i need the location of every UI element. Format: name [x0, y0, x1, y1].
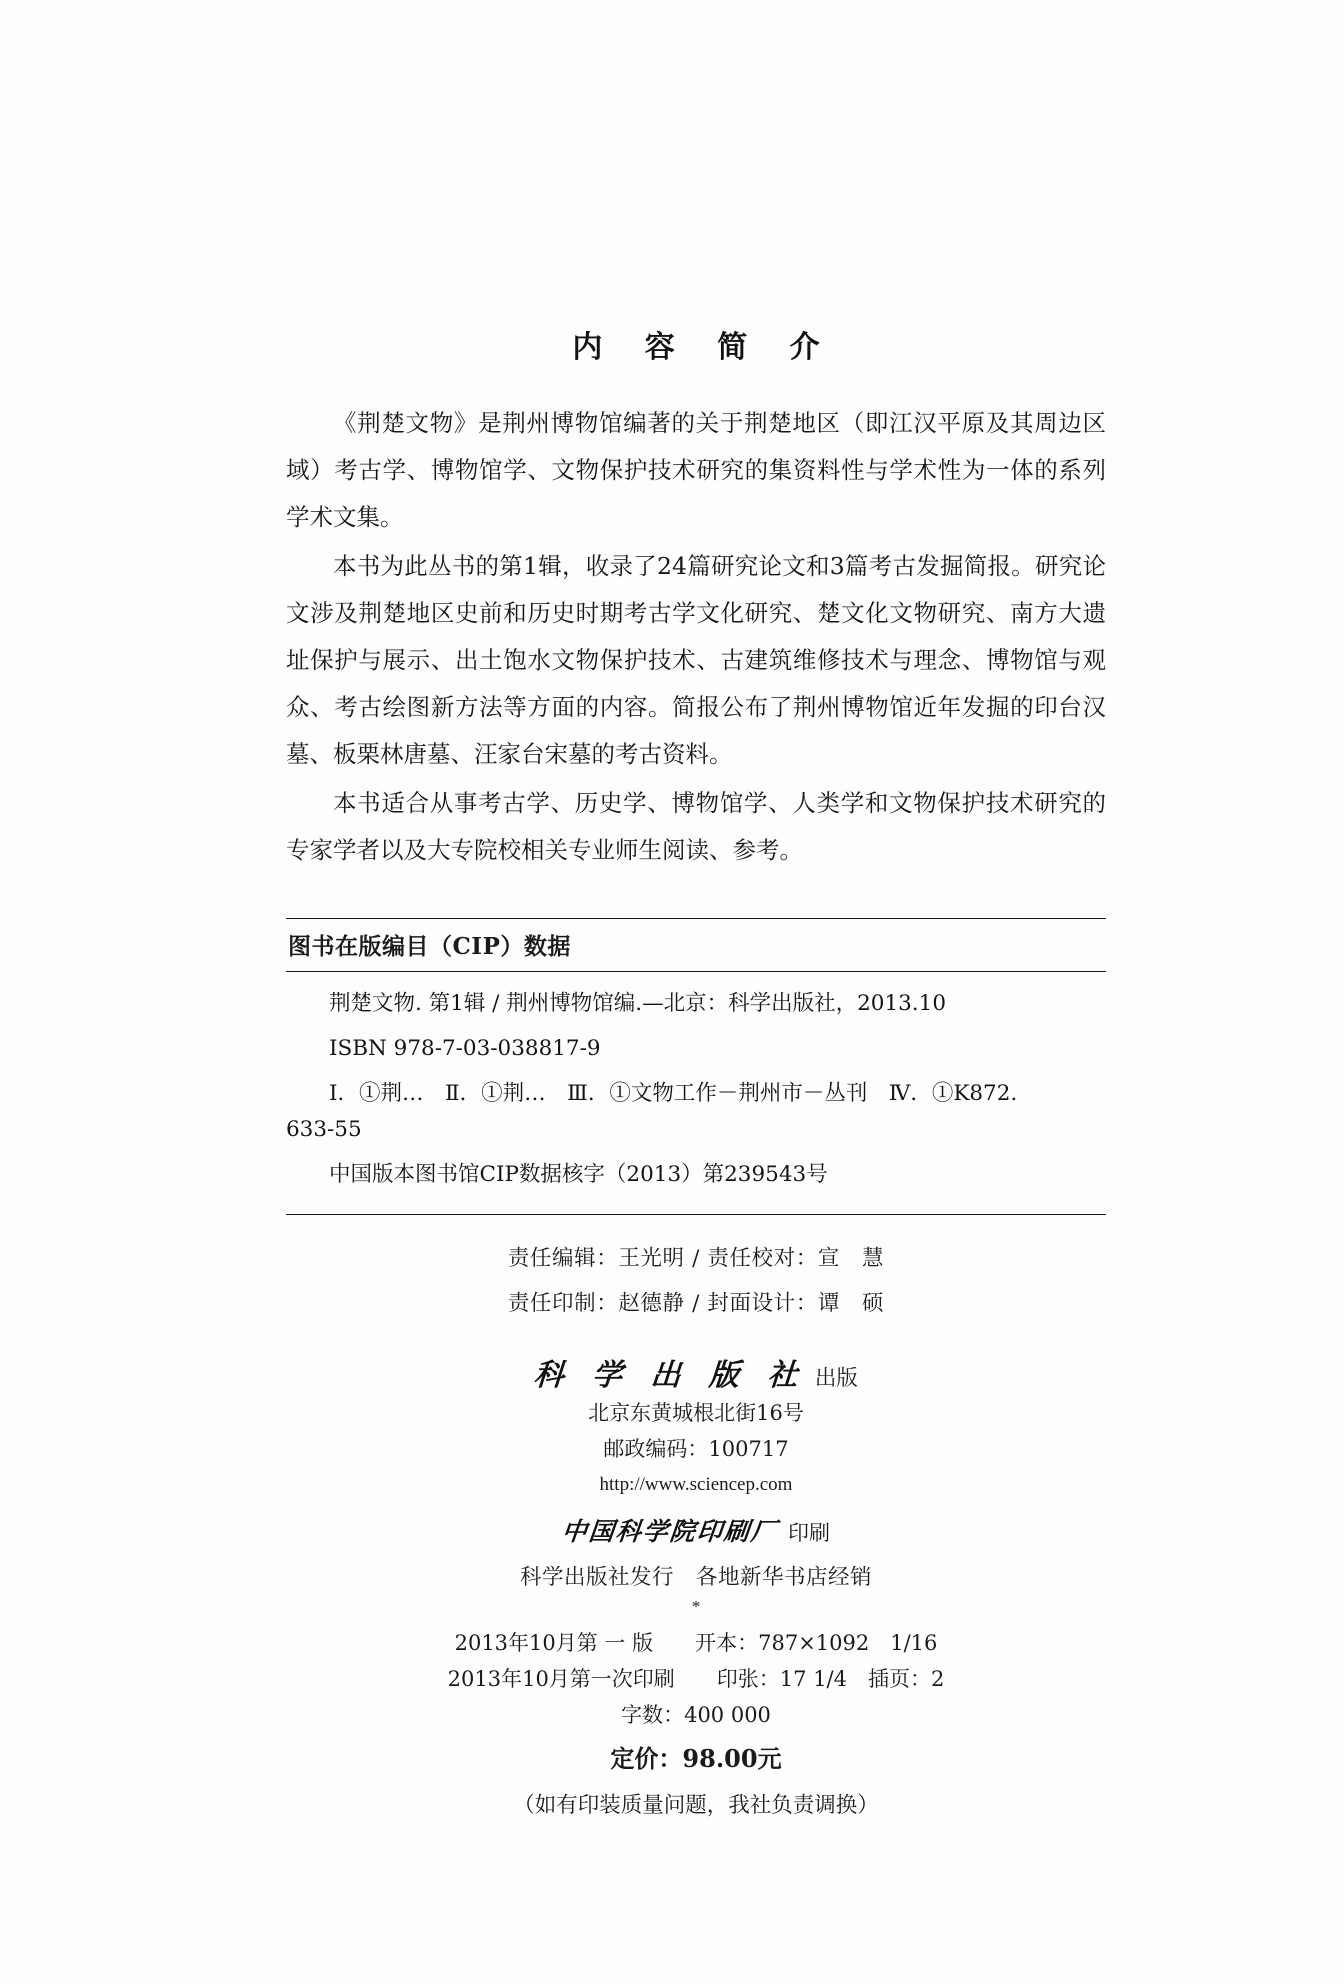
cip-bottom-rule — [286, 1214, 1106, 1215]
publisher-url[interactable]: http://www.sciencep.com — [599, 1474, 793, 1495]
printer-line — [286, 1512, 1106, 1548]
quality-note: （如有印装质量问题，我社负责调换） — [513, 1793, 879, 1818]
page-content — [286, 0, 1106, 1825]
imprint-wordcount-row: 字数：400 000 — [621, 1703, 771, 1727]
printer-suffix: 印刷 — [788, 1521, 830, 1545]
imprint-block — [286, 1625, 1106, 1825]
cip-heading: 图书在版编目（CIP）数据 — [288, 933, 571, 960]
distribution-line: 科学出版社发行 各地新华书店经销 — [519, 1565, 872, 1590]
credits-block — [286, 1243, 1106, 1320]
cip-body — [286, 972, 1106, 1214]
imprint-edition-row: 2013年10月第 一 版 开本：787×1092 1/16 — [454, 1631, 938, 1655]
cip-classification-line-cont: 633-55 — [286, 1117, 362, 1142]
separator-asterisk: * — [691, 1597, 701, 1616]
intro-paragraph-2: 本书为此丛书的第1辑，收录了24篇研究论文和3篇考古发掘简报。研究论文涉及荆楚地区史前和历史时期考古学文化研究、楚文化文物研究、南方大遗址保护与展示、出土饱水文物保护技术、古建筑维修技术与理念、博物馆与观众、考古绘图新方法等方面的内容。简报公布了荆州博物馆近年发掘的印台汉墓、板栗林唐墓、汪家台宋墓的考古资料。 — [286, 552, 1106, 768]
cip-isbn-line: ISBN 978-7-03-038817-9 — [329, 1036, 601, 1061]
credit-line-printing: 责任印制：赵德静 / 封面设计：谭 硕 — [507, 1291, 885, 1316]
intro-paragraph-3: 本书适合从事考古学、历史学、博物馆学、人类学和文物保护技术研究的专家学者以及大专院校相关专业师生阅读、参考。 — [286, 789, 1106, 864]
cip-verify-line: 中国版本图书馆CIP数据核字（2013）第239543号 — [329, 1162, 828, 1187]
publisher-address: 北京东黄城根北街16号 — [588, 1401, 804, 1425]
publisher-postcode: 邮政编码：100717 — [603, 1437, 789, 1461]
page-title: 内 容 简 介 — [572, 330, 836, 365]
publisher-suffix: 出版 — [814, 1366, 858, 1391]
publisher-logo-line — [286, 1350, 1106, 1394]
cip-classification-line: Ⅰ．①荆… Ⅱ．①荆… Ⅲ．①文物工作－荆州市－丛刊 Ⅳ．①K872. — [329, 1081, 1018, 1106]
science-press-logo: 科 学 出 版 社 — [532, 1358, 808, 1393]
intro-block — [286, 400, 1106, 874]
price-line: 定价：98.00元 — [610, 1744, 782, 1773]
imprint-printing-row: 2013年10月第一次印刷 印张：17 1/4 插页：2 — [447, 1667, 945, 1691]
credit-line-editor: 责任编辑：王光明 / 责任校对：宣 慧 — [507, 1246, 885, 1271]
cip-title-line: 荆楚文物. 第1辑 / 荆州博物馆编.—北京：科学出版社，2013.10 — [329, 991, 947, 1016]
publisher-block — [286, 1350, 1106, 1617]
intro-paragraph-1: 《荆楚文物》是荆州博物馆编著的关于荆楚地区（即江汉平原及其周边区域）考古学、博物馆学、文物保护技术研究的集资料性与学术性为一体的系列学术文集。 — [286, 409, 1106, 531]
cip-block — [286, 918, 1106, 1215]
printer-logo: 中国科学院印刷厂 — [560, 1517, 780, 1546]
